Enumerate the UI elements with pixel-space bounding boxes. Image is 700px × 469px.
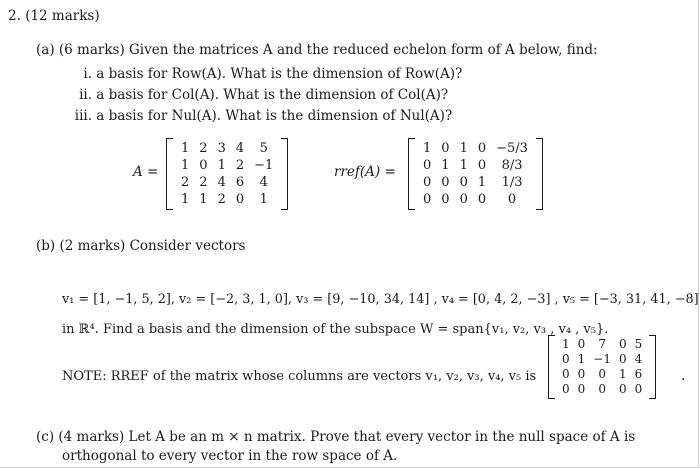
part-c-line-2: orthogonal to every vector in the row space of A. bbox=[62, 448, 398, 464]
part-b-intro-line bbox=[36, 238, 246, 254]
item-text: a basis for Nul(A). What is the dimension of Nul(A)? bbox=[96, 108, 453, 124]
matrix-row bbox=[176, 174, 278, 191]
matrix-cell: 0 bbox=[618, 337, 627, 351]
matrix-cell: 2 bbox=[199, 141, 208, 156]
matrix-cell: 0 bbox=[441, 192, 450, 207]
item-numeral: ii. bbox=[79, 87, 92, 103]
matrix-row bbox=[558, 352, 646, 367]
part-c-text-1: (4 marks) Let A be an m × n matrix. Prove that every vector in the null space of A is bbox=[58, 429, 636, 445]
part-c-line-1 bbox=[36, 429, 635, 445]
right-bracket bbox=[281, 138, 288, 210]
matrix-cell: 0 bbox=[477, 158, 487, 173]
question-number: 2. bbox=[8, 8, 21, 24]
matrix-cell: 2 bbox=[217, 192, 226, 207]
part-a-item-1 bbox=[70, 66, 462, 82]
matrix-cell: 0 bbox=[577, 367, 586, 381]
matrix-cell: 6 bbox=[634, 367, 643, 381]
part-a-intro: (6 marks) Given the matrices A and the reduced echelon form of A below, find: bbox=[58, 42, 598, 58]
matrix-cell: 0 bbox=[459, 192, 468, 207]
matrix-cell: 1 bbox=[618, 367, 627, 381]
left-bracket bbox=[166, 138, 173, 210]
matrix-cell: 1 bbox=[181, 158, 190, 173]
matrix-cell: 0 bbox=[441, 175, 450, 190]
matrix-cell: 0 bbox=[634, 382, 643, 396]
matrix-cell: 0 bbox=[477, 192, 487, 207]
matrix-cell: 1 bbox=[459, 158, 468, 173]
matrix-cell: 1 bbox=[477, 175, 487, 190]
end-punct: . bbox=[681, 368, 686, 384]
matrix-cell: 7 bbox=[598, 337, 606, 351]
matrix-cell: 0 bbox=[618, 382, 627, 396]
part-b-intro: (2 marks) Consider vectors bbox=[59, 238, 246, 254]
matrix-cell: 8/3 bbox=[501, 158, 523, 173]
matrix-a-label: A = bbox=[133, 164, 159, 180]
matrix-cell: 0 bbox=[441, 141, 450, 156]
matrix-cell: 0 bbox=[235, 192, 245, 207]
item-text: a basis for Row(A). What is the dimension of Row(A)? bbox=[96, 66, 463, 82]
matrix-cell: 1 bbox=[459, 141, 468, 156]
matrix-row bbox=[558, 367, 646, 382]
matrix-cell: 6 bbox=[235, 175, 245, 190]
matrix-cell: 2 bbox=[181, 175, 190, 190]
matrix-cell: 2 bbox=[235, 158, 245, 173]
matrix-a-table bbox=[176, 140, 278, 208]
question-header bbox=[8, 8, 100, 24]
matrix-cell: 0 bbox=[423, 192, 432, 207]
part-b-task: in ℝ⁴. Find a basis and the dimension of the subspace W = span{v₁, v₂, v₃ , v₄ , v₅}. bbox=[62, 322, 609, 337]
question-marks: (12 marks) bbox=[25, 8, 100, 24]
matrix-cell: 5 bbox=[259, 141, 268, 156]
matrix-cell: 1 bbox=[577, 352, 586, 366]
rref-a-label: rref(A) = bbox=[334, 164, 396, 180]
matrix-cell: 4 bbox=[259, 175, 268, 190]
matrix-cell: 0 bbox=[423, 158, 432, 173]
matrix-cell: 0 bbox=[199, 158, 208, 173]
matrix-cell: 0 bbox=[423, 175, 432, 190]
matrix-cell: 1/3 bbox=[501, 175, 523, 190]
part-b-label: (b) bbox=[36, 238, 56, 254]
matrix-cell: 0 bbox=[507, 192, 517, 207]
matrix-cell: 3 bbox=[217, 141, 226, 156]
matrix-cell: −1 bbox=[593, 352, 611, 366]
matrix-cell: 0 bbox=[577, 382, 586, 396]
part-a-item-3 bbox=[70, 108, 452, 124]
matrix-row bbox=[558, 382, 646, 397]
matrix-cell: 1 bbox=[441, 158, 450, 173]
matrix-cell: 0 bbox=[577, 337, 586, 351]
matrix-cell: 4 bbox=[235, 141, 245, 156]
matrix-cell: 1 bbox=[562, 337, 570, 351]
item-numeral: i. bbox=[83, 66, 92, 82]
matrix-cell: 0 bbox=[562, 352, 570, 366]
matrix-cell: 1 bbox=[181, 192, 190, 207]
matrix-cell: 0 bbox=[598, 382, 606, 396]
matrix-cell: 1 bbox=[259, 192, 268, 207]
rref-a-matrix bbox=[408, 138, 543, 210]
matrix-cell: 0 bbox=[598, 367, 606, 381]
matrix-cell: 2 bbox=[199, 175, 208, 190]
matrix-cell: 0 bbox=[459, 175, 468, 190]
matrix-row bbox=[418, 191, 533, 208]
matrix-cell: 5 bbox=[634, 337, 643, 351]
left-bracket bbox=[548, 335, 555, 399]
matrix-a bbox=[166, 138, 288, 210]
rref-note: NOTE: RREF of the matrix whose columns are vectors v₁, v₂, v₃, v₄, v₅ is bbox=[62, 369, 537, 384]
left-bracket bbox=[408, 138, 415, 210]
rref-b-matrix bbox=[548, 335, 656, 399]
matrix-cell: 0 bbox=[477, 141, 487, 156]
matrix-cell: 0 bbox=[618, 352, 627, 366]
matrix-cell: 1 bbox=[217, 158, 226, 173]
rref-b-table bbox=[558, 337, 646, 397]
matrix-cell: −1 bbox=[254, 158, 274, 173]
part-a-item-2 bbox=[70, 87, 448, 103]
matrix-cell: −5/3 bbox=[496, 141, 528, 156]
matrix-cell: 0 bbox=[562, 382, 570, 396]
rref-a-table bbox=[418, 140, 533, 208]
matrix-cell: 1 bbox=[423, 141, 432, 156]
right-bracket bbox=[649, 335, 656, 399]
matrix-row bbox=[176, 191, 278, 208]
matrix-cell: 0 bbox=[562, 367, 570, 381]
item-numeral: iii. bbox=[74, 108, 92, 124]
right-bracket bbox=[536, 138, 543, 210]
part-a-label: (a) bbox=[36, 42, 55, 58]
matrix-row bbox=[176, 157, 278, 174]
part-a-intro-line bbox=[36, 42, 598, 58]
matrix-cell: 4 bbox=[634, 352, 643, 366]
matrix-cell: 4 bbox=[217, 175, 226, 190]
part-c-label: (c) bbox=[36, 429, 55, 445]
item-text: a basis for Col(A). What is the dimension of Col(A)? bbox=[96, 87, 449, 103]
matrix-row bbox=[418, 140, 533, 157]
matrix-cell: 1 bbox=[199, 192, 208, 207]
matrix-row bbox=[176, 140, 278, 157]
vectors-line: v₁ = [1, −1, 5, 2], v₂ = [−2, 3, 1, 0], v₃ = [9, −10, 34, 14] , v₄ = [0, 4, 2, −3] , v₅ = [−3, 31, 41, −8] bbox=[62, 292, 699, 307]
matrix-row bbox=[558, 337, 646, 352]
matrix-row bbox=[418, 174, 533, 191]
matrix-row bbox=[418, 157, 533, 174]
matrix-cell: 1 bbox=[181, 141, 190, 156]
